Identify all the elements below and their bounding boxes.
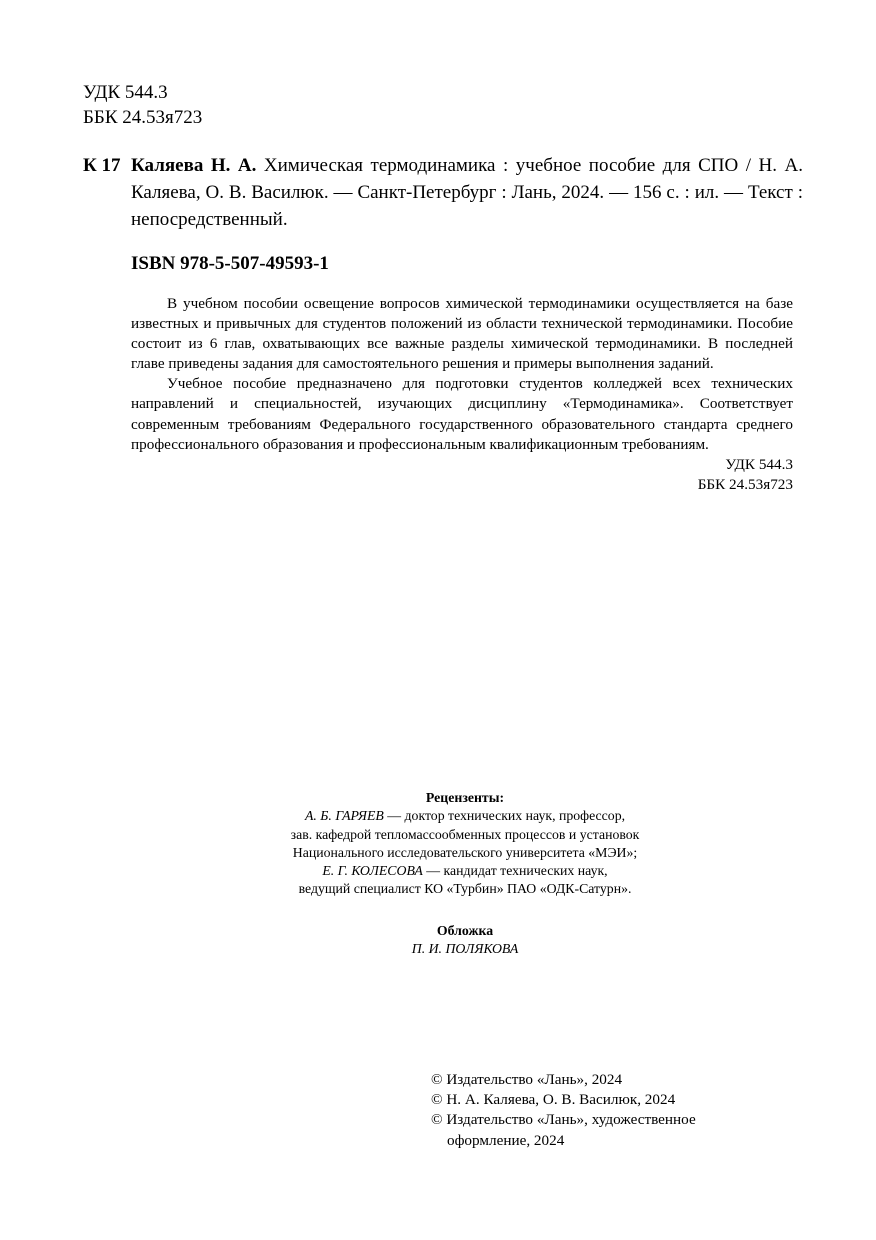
reviewer-1 — [230, 807, 700, 825]
reviewers-heading: Рецензенты: — [425, 790, 505, 805]
udk-code: УДК 544.3 — [83, 82, 168, 103]
title-and-imprint: Химическая термодинамика : учебное пособие для СПО / Н. А. Каляева, О. В. Василюк. — Санкт-Петербург : Лань, 2024. — 156 с. : ил. — Текст : непосредственный. — [131, 155, 804, 230]
copyright-line: © Н. А. Каляева, О. В. Василюк, 2024 — [431, 1091, 676, 1109]
udk-bbk-header — [83, 80, 202, 130]
reviewer-1-organization: Национального исследовательского университета «МЭИ»; — [292, 844, 638, 860]
copyright-block — [431, 1070, 761, 1151]
annotation-bbk: ББК 24.53я723 — [697, 475, 793, 493]
reviewer-2 — [230, 862, 700, 880]
reviewer-1-title: — доктор технических наук, профессор, — [383, 808, 626, 824]
reviewer-2-position: ведущий специалист КО «Турбин» ПАО «ОДК-Сатурн». — [298, 881, 632, 897]
annotation-paragraph-1: В учебном пособии освещение вопросов химической термодинамики осуществляется на базе известных и привычных для студентов положений из области технической термодинамики. Пособие состоит из 6 глав, охватывающих все важные разделы химической термодинамики. В последней главе приведены задания для самостоятельного решения и примеры выполнения заданий. — [131, 295, 793, 373]
bbk-code: ББК 24.53я723 — [83, 107, 203, 128]
reviewers-block — [230, 789, 700, 899]
copyright-line: © Издательство «Лань», 2024 — [431, 1071, 623, 1088]
annotation-udk: УДК 544.3 — [725, 455, 793, 473]
isbn: ISBN 978-5-507-49593-1 — [131, 253, 329, 274]
reviewer-1-name: А. Б. ГАРЯЕВ — [304, 808, 384, 824]
annotation — [131, 294, 793, 495]
annotation-paragraph-2: Учебное пособие предназначено для подготовки студентов колледжей всех технических направлений и специальностей, изучающих дисциплину «Термодинамика». Соответствует современным требованиям Федерального государственного образовательного стандарта среднего профессионального образования и профессиональным квалификационным требованиям. — [131, 375, 793, 453]
reviewer-2-title: — кандидат технических наук, — [422, 863, 608, 879]
bibliographic-description — [131, 152, 803, 233]
reviewer-1-position: зав. кафедрой тепломассообменных процессов и установок — [290, 826, 640, 842]
copyright-line: © Издательство «Лань», художественное оформление, 2024 — [431, 1111, 696, 1149]
cover-credit — [330, 922, 600, 959]
cover-designer: П. И. ПОЛЯКОВА — [411, 941, 519, 957]
author-mark: К 17 — [83, 155, 121, 176]
annotation-classification — [131, 455, 793, 495]
catalog-entry — [83, 152, 803, 233]
author-name: Каляева Н. А. — [131, 155, 257, 176]
reviewer-2-name: Е. Г. КОЛЕСОВА — [322, 863, 423, 879]
cover-heading: Обложка — [436, 923, 494, 938]
